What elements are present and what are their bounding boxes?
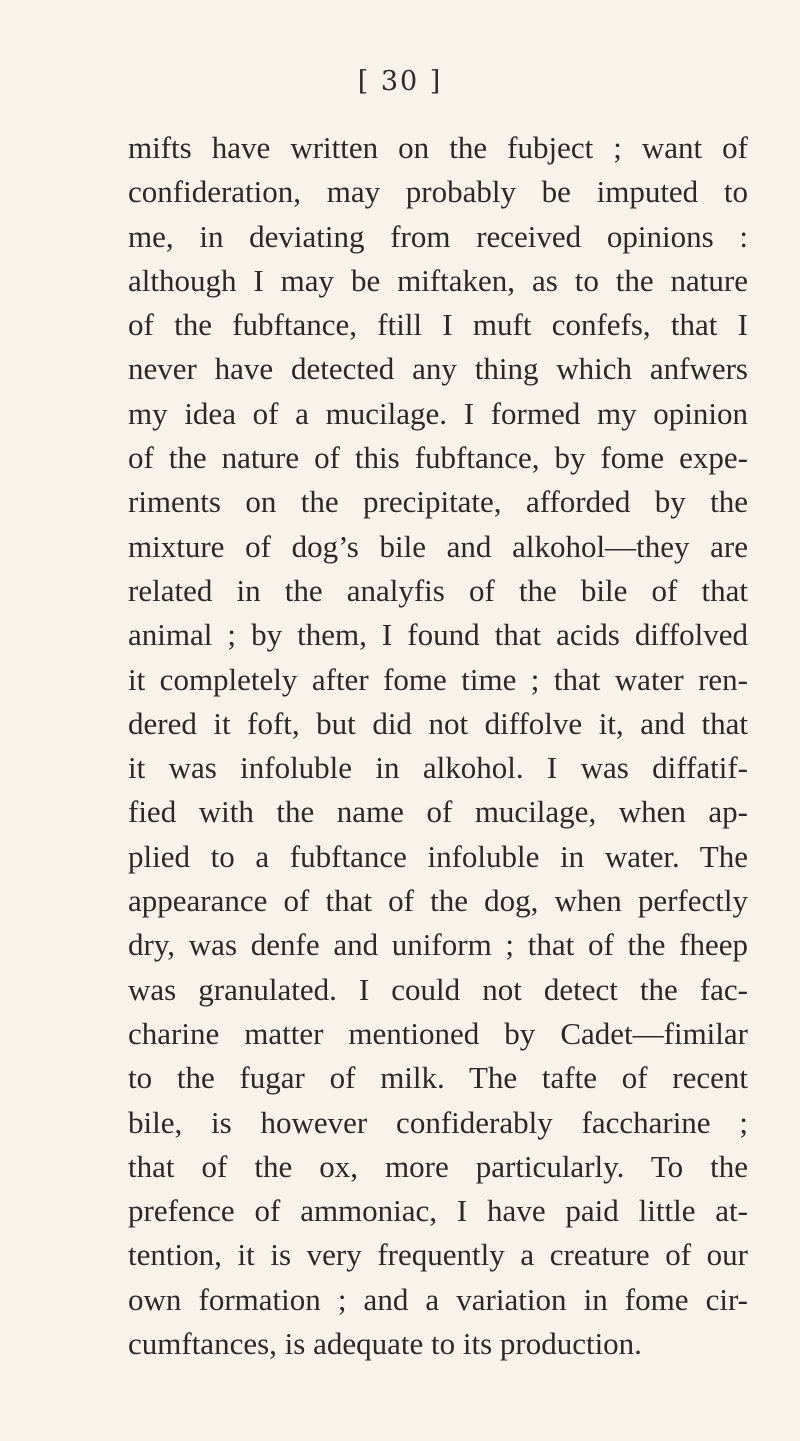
text-line: dered it foft, but did not diffolve it, and that (128, 705, 748, 741)
text-line: mixture of dog’s bile and alkohol—they are (128, 528, 748, 564)
text-line: fied with the name of mucilage, when ap- (128, 794, 748, 830)
text-line: me, in deviating from received opinions : (128, 218, 748, 254)
text-line: that of the ox, more particularly. To the (128, 1148, 748, 1184)
text-line: charine matter mentioned by Cadet—fimilar (128, 1015, 748, 1051)
text-line: my idea of a mucilage. I formed my opinion (128, 395, 748, 431)
text-line: although I may be miftaken, as to the nature (128, 262, 748, 298)
text-line: to the fugar of milk. The tafte of recent (128, 1060, 748, 1096)
text-line: dry, was denfe and uniform ; that of the fheep (128, 927, 748, 963)
text-line: riments on the precipitate, afforded by the (128, 484, 748, 520)
text-line: bile, is however confiderably faccharine ; (128, 1104, 748, 1140)
page-number-header: [ 30 ] (357, 66, 443, 97)
text-line: appearance of that of the dog, when perfectly (128, 883, 748, 919)
text-line: own formation ; and a variation in fome cir- (128, 1281, 748, 1317)
text-line: mifts have written on the fubject ; want of (128, 130, 748, 165)
text-line: of the fubftance, ftill I muft confefs, that I (128, 307, 748, 343)
text-line: animal ; by them, I found that acids diffolved (128, 617, 748, 653)
text-line: related in the analyfis of the bile of that (128, 572, 748, 608)
text-line: confideration, may probably be imputed to (128, 174, 748, 210)
text-line: tention, it is very frequently a creature of our (128, 1237, 748, 1273)
text-line: it completely after fome time ; that water ren- (128, 661, 748, 697)
text-line: cumftances, is adequate to its production. (128, 1326, 642, 1362)
text-line: of the nature of this fubftance, by fome expe- (128, 440, 748, 476)
text-line: was granulated. I could not detect the fac- (128, 971, 748, 1007)
text-line: never have detected any thing which anfwers (128, 351, 748, 387)
body-text (128, 126, 748, 1366)
text-line: plied to a fubftance infoluble in water. The (128, 838, 748, 874)
text-line: prefence of ammoniac, I have paid little at- (128, 1193, 748, 1229)
text-line: it was infoluble in alkohol. I was diffatif- (128, 750, 748, 786)
